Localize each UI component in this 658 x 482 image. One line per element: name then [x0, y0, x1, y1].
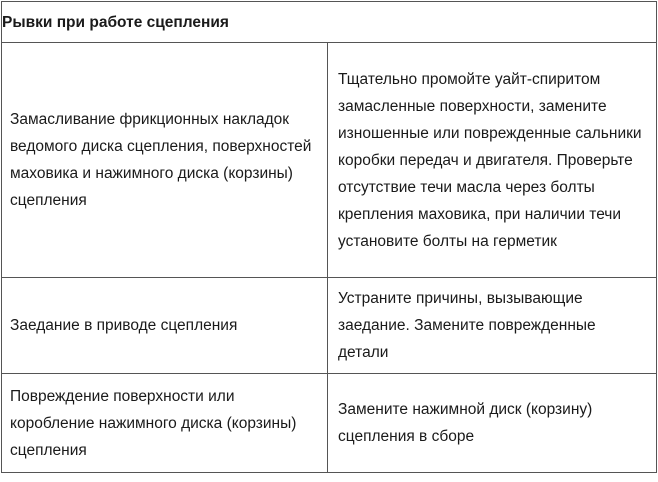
remedy-cell: Замените нажимной диск (корзину) сцепления в сборе	[328, 374, 657, 473]
remedy-cell: Устраните причины, вызывающие заедание. Замените поврежденные детали	[328, 278, 657, 374]
cause-cell: Замасливание фрикционных накладок ведомого диска сцепления, поверхностей маховика и нажимного диска (корзины) сцепления	[2, 43, 328, 278]
remedy-cell: Тщательно промойте уайт-спиритом замасленные поверхности, замените изношенные или поврежденные сальники коробки передач и двигателя. Проверьте отсутствие течи масла через болты крепления маховика, при наличии течи установите болты на герметик	[328, 43, 657, 278]
table-row	[2, 278, 657, 374]
table-row	[2, 374, 657, 473]
table-row	[2, 43, 657, 278]
table-title: Рывки при работе сцепления	[2, 2, 657, 43]
cause-cell: Повреждение поверхности или коробление нажимного диска (корзины) сцепления	[2, 374, 328, 473]
fault-table	[1, 1, 657, 473]
table-header-row	[2, 2, 657, 43]
cause-cell: Заедание в приводе сцепления	[2, 278, 328, 374]
